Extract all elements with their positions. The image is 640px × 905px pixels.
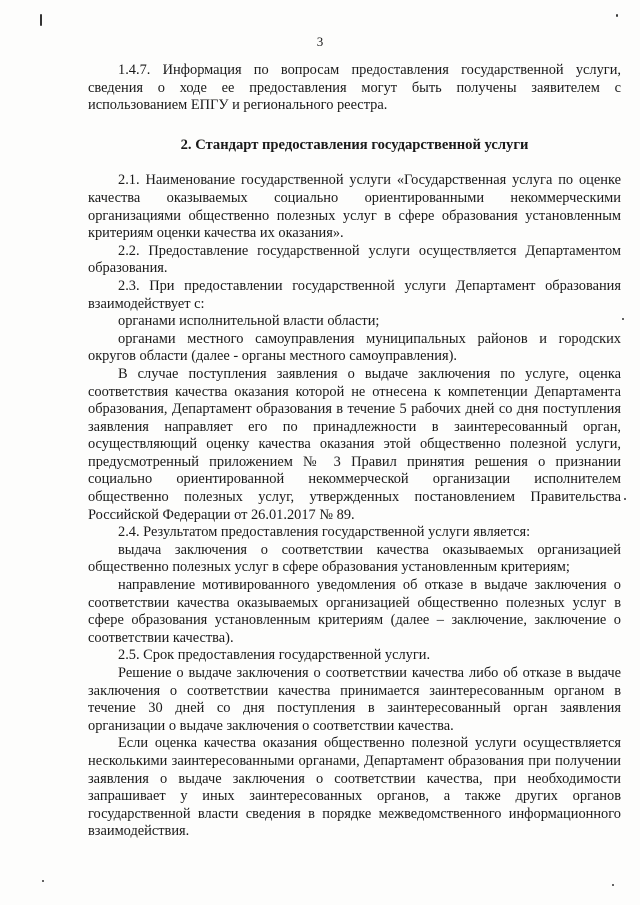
list-item-executive-bodies: органами исполнительной власти области;	[118, 313, 380, 330]
scan-speck	[612, 884, 614, 886]
paragraph-2-3: 2.3. При предоставлении государственной услуги Департамент образования взаимодействует с:	[88, 277, 621, 312]
section-heading: 2. Стандарт предоставления государственной услуги	[180, 136, 529, 153]
scan-speck	[42, 880, 44, 882]
document-body	[88, 62, 621, 841]
paragraph-application-redirect: В случае поступления заявления о выдаче заключения по услуге, оценка соответствия качества оказания которой не отнесена к компетенции Департамента образования, Департамент образования в течение 5 рабочих дней со дня поступления заявления направляет его по принадлежности в заинтересованный орган, осуществляющий оценку качества оказания этой общественно полезной услуги, предусмотренный приложением № 3 Правил принятия решения о признании социально ориентированной некоммерческой организации исполнителем общественно полезных услуг, утвержденных постановлением Правительства Российской Федерации от 26.01.2017 № 89.	[88, 365, 621, 523]
paragraph-decision-term: Решение о выдаче заключения о соответствии качества либо об отказе в выдаче заключения о соответствии качества принимается заинтересованным органом в течение 30 дней со дня поступления в заинтересованный орган заявления организации о выдаче заключения о соответствии качества.	[88, 665, 621, 734]
scan-speck	[616, 14, 618, 17]
paragraph-multiple-bodies: Если оценка качества оказания общественно полезной услуги осуществляется несколькими заинтересованными органами, Департамент образования при получении заявления о выдаче заключения о соответствии качества, при необходимости запрашивает у иных заинтересованных органов, а также других органов государственной власти сведения в порядке межведомственного информационного взаимодействия.	[88, 735, 621, 840]
scan-speck	[624, 498, 626, 500]
paragraph-2-4: 2.4. Результатом предоставления государственной услуги является:	[118, 524, 531, 541]
page-number: 3	[316, 34, 324, 49]
scan-speck	[622, 318, 624, 320]
paragraph-1-4-7: 1.4.7. Информация по вопросам предоставления государственной услуги, сведения о ходе ее предоставления могут быть получены заявителем с использованием ЕПГУ и регионального реестра.	[88, 62, 621, 114]
paragraph-2-1: 2.1. Наименование государственной услуги «Государственная услуга по оценке качества оказываемых социально ориентированными некоммерческими организациями общественно полезных услуг в сфере образования установленным критериям оценки качества их оказания».	[88, 172, 621, 242]
scan-speck	[40, 14, 42, 26]
list-item-issue-conclusion: выдача заключения о соответствии качества оказываемых организацией общественно полезных услуг в сфере образования установленным критериям;	[88, 541, 621, 576]
list-item-local-government: органами местного самоуправления муниципальных районов и городских округов области (далее - органы местного самоуправления).	[88, 330, 621, 365]
list-item-refusal-notice: направление мотивированного уведомления об отказе в выдаче заключения о соответствии качества оказываемых организацией общественно полезных услуг в сфере образования установленным критериям (далее – заключение, заключение о соответствии качества).	[88, 577, 621, 646]
paragraph-2-5: 2.5. Срок предоставления государственной услуги.	[118, 647, 431, 664]
paragraph-2-2: 2.2. Предоставление государственной услуги осуществляется Департаментом образования.	[88, 242, 621, 277]
